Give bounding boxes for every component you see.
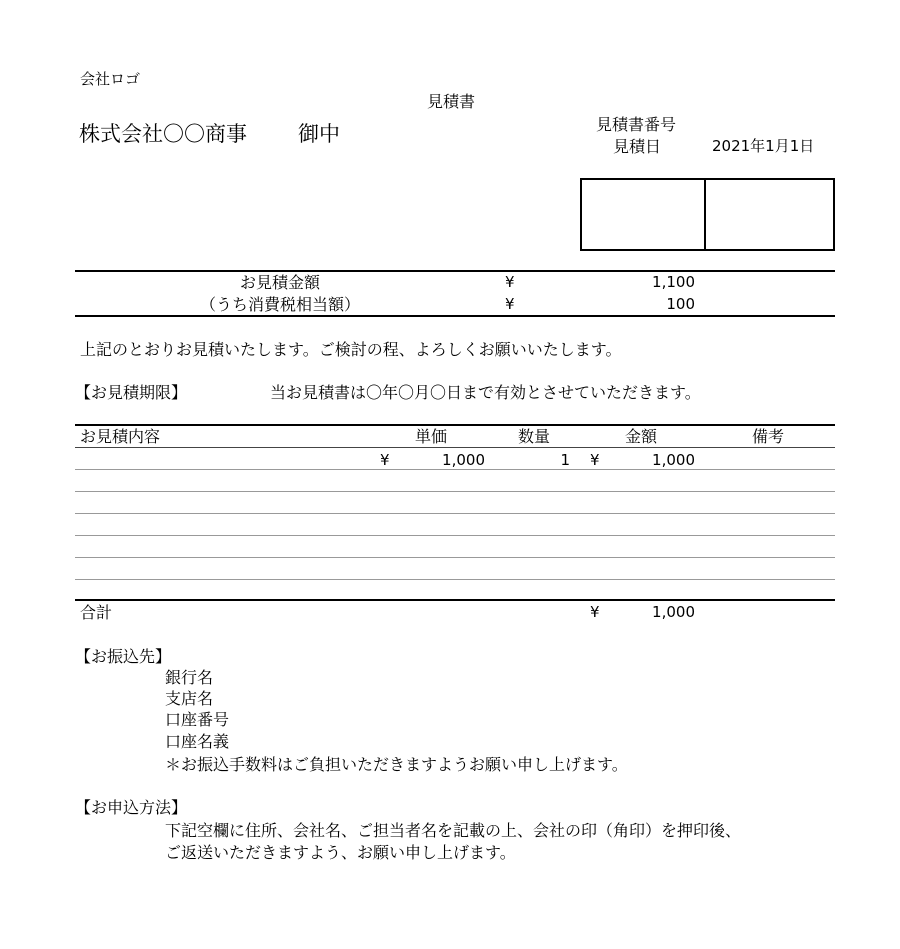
row1-quantity: 1	[560, 451, 570, 469]
quote-amount-value: 1,100	[652, 273, 695, 291]
quote-amount-currency: ¥	[505, 273, 515, 291]
tax-amount-value: 100	[666, 295, 695, 313]
table-row-rule	[75, 579, 835, 580]
company-logo-placeholder: 会社ロゴ	[80, 70, 141, 88]
header-unit-price: 単価	[415, 427, 448, 446]
tax-amount-currency: ¥	[505, 295, 515, 313]
bank-section-label: 【お振込先】	[75, 647, 172, 666]
header-remarks: 備考	[752, 427, 785, 446]
row1-amount-currency: ¥	[590, 451, 600, 469]
row1-unit-currency: ¥	[380, 451, 390, 469]
items-total-currency: ¥	[590, 603, 600, 621]
branch-name-label: 支店名	[165, 689, 214, 708]
quote-date-value: 2021年1月1日	[712, 137, 815, 155]
quote-date-label: 見積日	[613, 137, 662, 156]
tax-amount-label: （うち消費税相当額）	[199, 295, 360, 314]
header-quantity: 数量	[518, 427, 551, 446]
application-instruction-line1: 下記空欄に住所、会社名、ご担当者名を記載の上、会社の印（角印）を押印後、	[165, 821, 742, 840]
validity-text: 当お見積書は〇年〇月〇日まで有効とさせていただきます。	[270, 383, 701, 402]
quote-number-label: 見積書番号	[596, 115, 677, 134]
table-row-rule	[75, 535, 835, 536]
stamp-box-right	[704, 178, 835, 251]
table-row-rule	[75, 469, 835, 470]
account-name-label: 口座名義	[165, 732, 230, 751]
table-row-rule	[75, 557, 835, 558]
row1-unit-price: 1,000	[442, 451, 485, 469]
items-header-rule	[75, 447, 835, 448]
document-title: 見積書	[427, 92, 476, 111]
totals-top-rule	[75, 270, 835, 272]
row1-amount: 1,000	[652, 451, 695, 469]
items-table-top-rule	[75, 424, 835, 426]
application-instruction-line2: ご返送いただきますよう、お願い申し上げます。	[165, 843, 516, 862]
stamp-box-left	[580, 178, 706, 251]
bank-name-label: 銀行名	[165, 668, 214, 687]
table-row-rule	[75, 513, 835, 514]
header-amount: 金額	[625, 427, 658, 446]
items-total-value: 1,000	[652, 603, 695, 621]
totals-bottom-rule	[75, 315, 835, 317]
intro-text: 上記のとおりお見積いたします。ご検討の程、よろしくお願いいたします。	[80, 340, 622, 359]
table-row-rule	[75, 491, 835, 492]
application-section-label: 【お申込方法】	[75, 798, 188, 817]
recipient-name: 株式会社〇〇商事	[79, 122, 247, 146]
account-number-label: 口座番号	[165, 710, 230, 729]
validity-label: 【お見積期限】	[75, 383, 188, 402]
items-total-rule	[75, 599, 835, 601]
items-total-label: 合計	[80, 603, 113, 622]
quote-amount-label: お見積金額	[239, 273, 320, 292]
header-content: お見積内容	[80, 427, 161, 446]
recipient-honorific: 御中	[298, 122, 340, 146]
transfer-fee-note: ＊お振込手数料はご負担いただきますようお願い申し上げます。	[165, 755, 628, 774]
